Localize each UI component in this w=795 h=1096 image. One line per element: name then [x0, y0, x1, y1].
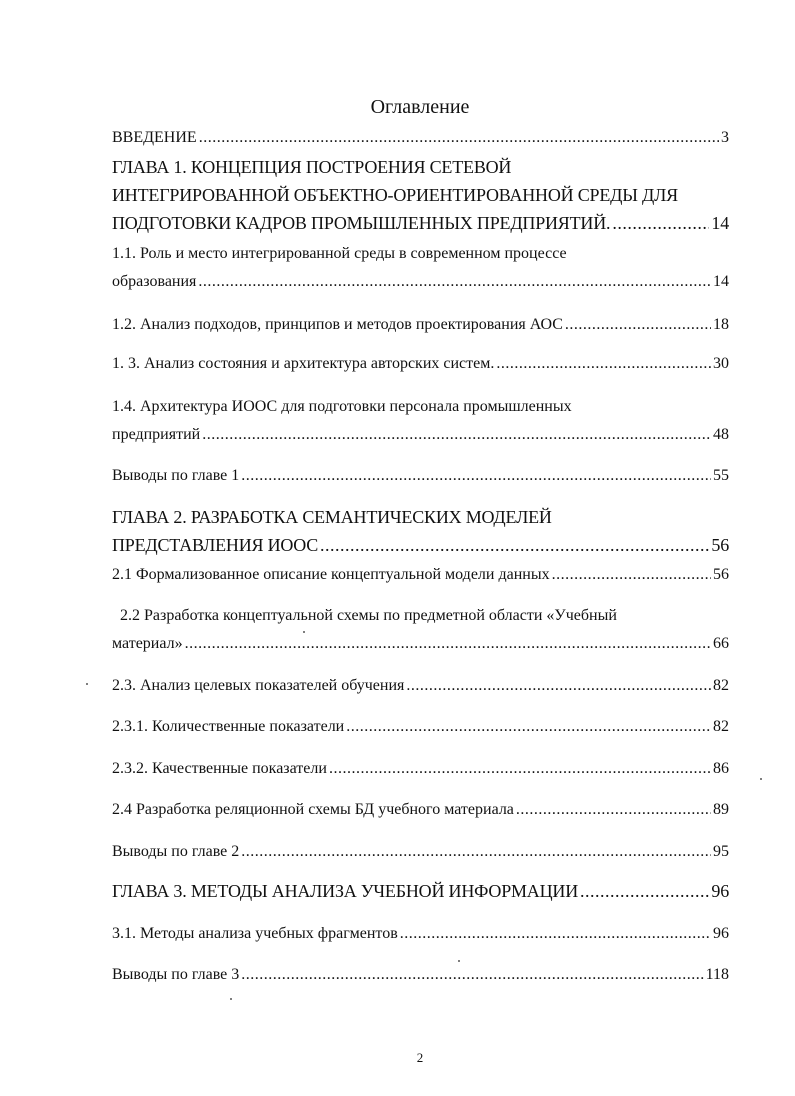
toc-entry-page: 18 — [713, 316, 729, 333]
toc-entry-page: 14 — [711, 213, 729, 233]
toc-entry-page: 96 — [711, 881, 729, 901]
toc-entry-title: ВВЕДЕНИЕ — [112, 129, 197, 146]
toc-entry-page: 66 — [713, 635, 729, 652]
toc-entry-last-line — [112, 425, 729, 445]
scan-speck — [760, 778, 762, 780]
toc-entry-1-3[interactable] — [112, 354, 729, 374]
toc-leader-dots — [580, 881, 709, 901]
toc-entry-title-line: ГЛАВА 1. КОНЦЕПЦИЯ ПОСТРОЕНИЯ СЕТЕВОЙ — [112, 157, 512, 177]
toc-entry-title: Выводы по главе 1 — [112, 467, 240, 484]
toc-leader-dots — [202, 425, 711, 445]
toc-leader-dots — [552, 565, 711, 585]
toc-entry-page: 48 — [713, 426, 729, 443]
toc-entry-page: 89 — [713, 801, 729, 818]
toc-entry-introduction[interactable] — [112, 128, 729, 148]
toc-entry-page: 14 — [713, 273, 729, 290]
toc-entry-title: ГЛАВА 3. МЕТОДЫ АНАЛИЗА УЧЕБНОЙ ИНФОРМАЦИИ — [112, 881, 579, 901]
toc-entry-page: 56 — [711, 535, 729, 555]
toc-entry-last-line — [112, 272, 729, 292]
toc-leader-dots — [516, 800, 711, 820]
toc-entry-chapter-3[interactable] — [112, 881, 729, 901]
toc-entry-title: 2.3. Анализ целевых показателей обучения — [112, 677, 405, 694]
toc-entry-title: 1. 3. Анализ состояния и архитектура авторских систем. — [112, 355, 495, 372]
toc-leader-dots — [241, 466, 711, 486]
toc-entry-page: 30 — [713, 355, 729, 372]
toc-entry-title-line: 1.1. Роль и место интегрированной среды в современном процессе — [112, 245, 567, 262]
toc-entry-2-3-2[interactable] — [112, 759, 729, 779]
toc-entry-page: 86 — [713, 760, 729, 777]
toc-entry-3-1[interactable] — [112, 924, 729, 944]
toc-entry-conclusions-3[interactable] — [112, 965, 729, 985]
scan-speck — [230, 998, 232, 1000]
toc-leader-dots — [185, 634, 711, 654]
toc-leader-dots — [241, 842, 711, 862]
toc-entry-title-line: ИНТЕГРИРОВАННОЙ ОБЪЕКТНО-ОРИЕНТИРОВАННОЙ СРЕДЫ ДЛЯ — [112, 185, 678, 205]
scan-speck — [86, 683, 88, 685]
toc-entry-page: 96 — [713, 925, 729, 942]
toc-leader-dots — [346, 717, 711, 737]
toc-leader-dots — [329, 759, 711, 779]
toc-entry-2-1[interactable] — [112, 565, 729, 585]
toc-leader-dots — [565, 315, 711, 335]
scan-speck — [458, 960, 460, 962]
toc-entry-title: 2.3.2. Качественные показатели — [112, 760, 327, 777]
toc-entry-title-line: ГЛАВА 2. РАЗРАБОТКА СЕМАНТИЧЕСКИХ МОДЕЛЕЙ — [112, 507, 552, 527]
toc-entry-title-line: 1.4. Архитектура ИООС для подготовки персонала промышленных — [112, 398, 572, 415]
toc-entry-title: 1.2. Анализ подходов, принципов и методов проектирования АОС — [112, 316, 563, 333]
toc-leader-dots — [241, 965, 703, 985]
toc-leader-dots — [400, 924, 711, 944]
toc-entry-title-line: ПРЕДСТАВЛЕНИЯ ИООС — [112, 535, 319, 555]
toc-leader-dots — [199, 128, 719, 148]
toc-leader-dots — [320, 535, 709, 555]
page-number: 2 — [416, 1050, 424, 1065]
toc-leader-dots — [612, 213, 709, 233]
toc-entry-page: 3 — [721, 129, 729, 146]
toc-entry-title: Выводы по главе 3 — [112, 966, 240, 983]
toc-entry-conclusions-1[interactable] — [112, 466, 729, 486]
toc-entry-last-line — [112, 634, 729, 654]
scan-speck — [303, 631, 305, 633]
toc-entry-title: 3.1. Методы анализа учебных фрагментов — [112, 925, 398, 942]
toc-entry-1-2[interactable] — [112, 315, 729, 335]
toc-entry-page: 82 — [713, 718, 729, 735]
toc-leader-dots — [198, 272, 711, 292]
toc-entry-title-line: 2.2 Разработка концептуальной схемы по предметной области «Учебный — [120, 607, 617, 624]
toc-entry-title-line: материал» — [112, 635, 183, 652]
toc-entry-title-line: образования — [112, 273, 197, 290]
toc-entry-title: 2.1 Формализованное описание концептуальной модели данных — [112, 566, 550, 583]
toc-entry-title: 2.4 Разработка реляционной схемы БД учебного материала — [112, 801, 514, 818]
toc-entry-page: 56 — [713, 566, 729, 583]
toc-entry-page: 55 — [713, 467, 729, 484]
toc-entry-last-line — [112, 213, 729, 233]
toc-entry-conclusions-2[interactable] — [112, 842, 729, 862]
toc-leader-dots — [496, 354, 711, 374]
toc-entry-title-line: предприятий — [112, 426, 201, 443]
toc-entry-2-4[interactable] — [112, 800, 729, 820]
toc-entry-page: 95 — [713, 843, 729, 860]
toc-entry-2-3[interactable] — [112, 676, 729, 696]
toc-entry-page: 82 — [713, 677, 729, 694]
toc-entry-title: Выводы по главе 2 — [112, 843, 240, 860]
toc-entry-title-line: ПОДГОТОВКИ КАДРОВ ПРОМЫШЛЕННЫХ ПРЕДПРИЯТИЙ. — [112, 213, 611, 233]
toc-entry-last-line — [112, 535, 729, 555]
toc-entry-page: 118 — [705, 966, 729, 983]
toc-leader-dots — [406, 676, 711, 696]
toc-entry-title: 2.3.1. Количественные показатели — [112, 718, 345, 735]
toc-entry-2-3-1[interactable] — [112, 717, 729, 737]
page-title: Оглавление — [370, 96, 470, 118]
